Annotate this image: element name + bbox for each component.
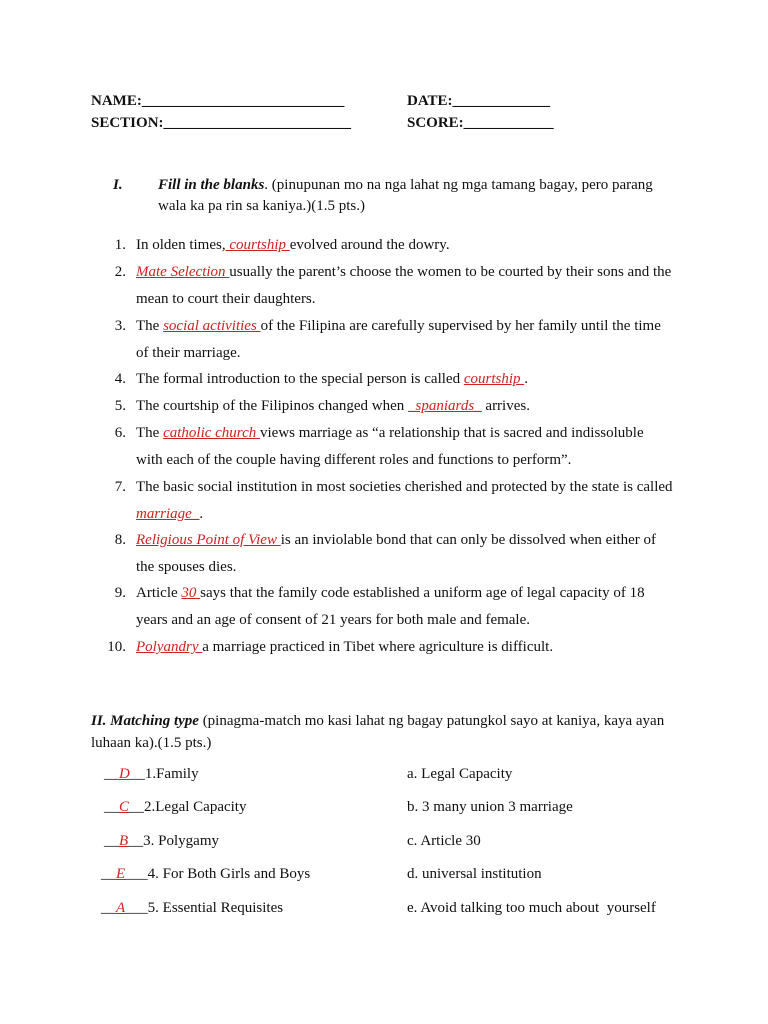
part1-title: Fill in the blanks xyxy=(158,177,265,193)
match-blank: __ xyxy=(101,900,116,916)
item-continuation xyxy=(136,506,203,523)
item-answer: 30 xyxy=(181,585,201,601)
match-answer: D xyxy=(119,766,130,782)
item-answer: Mate Selection xyxy=(136,264,230,280)
item-text xyxy=(136,398,530,415)
item-prefix: The xyxy=(136,425,164,441)
match-right-item: c. Article 30 xyxy=(407,833,481,849)
match-right-item: a. Legal Capacity xyxy=(407,766,513,782)
item-suffix: arrives. xyxy=(481,398,530,414)
match-blank: __ xyxy=(104,833,119,849)
item-number: 10. xyxy=(107,639,126,655)
match-term: ___5. Essential Requisites xyxy=(125,900,284,916)
match-term: __1.Family xyxy=(129,766,199,782)
item-suffix: a marriage practiced in Tibet where agriculture is difficult. xyxy=(202,639,554,655)
match-term: ___4. For Both Girls and Boys xyxy=(125,866,311,882)
match-left-item xyxy=(101,900,283,917)
item-number: 1. xyxy=(114,237,126,253)
match-blank: __ xyxy=(104,766,119,782)
date-field-label: DATE:_____________ xyxy=(407,93,551,109)
item-continuation xyxy=(136,612,530,629)
item-number: 6. xyxy=(114,425,126,441)
item-continuation-text: with each of the couple having different roles and functions to perform”. xyxy=(136,452,572,468)
part2-title: II. Matching type xyxy=(91,713,199,729)
item-text xyxy=(136,639,553,656)
match-blank: __ xyxy=(101,866,116,882)
part1-numeral: I. xyxy=(113,177,123,193)
part2-instruction-line2: luhaan ka).(1.5 pts.) xyxy=(91,735,212,751)
part1-instruction-line1: . (pinupunan mo na nga lahat ng mga tamang bagay, pero parang xyxy=(264,177,653,193)
item-continuation xyxy=(136,345,241,362)
part2-instruction-line1: (pinagma-match mo kasi lahat ng bagay patungkol sayo at kaniya, kaya ayan xyxy=(198,713,665,729)
item-continuation-text: years and an age of consent of 21 years for both male and female. xyxy=(136,612,531,628)
match-left-item xyxy=(104,833,219,850)
item-continuation-text: of their marriage. xyxy=(136,345,241,361)
item-text xyxy=(136,371,528,388)
match-left-item xyxy=(104,766,199,783)
item-suffix: views marriage as “a relationship that is sacred and indissoluble xyxy=(260,425,644,441)
item-answer: _spaniards_ xyxy=(408,398,482,414)
match-left-item xyxy=(101,866,310,883)
match-blank: __ xyxy=(104,799,119,815)
item-continuation xyxy=(136,559,236,576)
match-right-item: d. universal institution xyxy=(407,866,542,882)
item-text xyxy=(136,425,644,442)
item-prefix: The courtship of the Filipinos changed when xyxy=(136,398,409,414)
item-answer: courtship xyxy=(463,371,525,387)
match-answer: B xyxy=(119,833,129,849)
item-text xyxy=(136,264,671,281)
item-prefix: In olden times, xyxy=(136,237,226,253)
item-answer: courtship xyxy=(225,237,290,253)
item-text xyxy=(136,532,656,549)
match-term: __3. Polygamy xyxy=(128,833,220,849)
match-left-item xyxy=(104,799,246,816)
item-answer: Polyandry xyxy=(136,639,203,655)
item-suffix: usually the parent’s choose the women to be courted by their sons and the xyxy=(229,264,672,280)
match-answer: A xyxy=(116,900,126,916)
score-field-label: SCORE:____________ xyxy=(407,115,554,131)
section-field-label: SECTION:_________________________ xyxy=(91,115,352,131)
item-answer: marriage_ xyxy=(136,506,200,522)
item-continuation-text: . xyxy=(199,506,204,522)
item-continuation xyxy=(136,452,571,469)
item-prefix: Article xyxy=(136,585,182,601)
item-suffix: of the Filipina are carefully supervised by her family until the time xyxy=(260,318,661,334)
item-continuation xyxy=(136,291,316,308)
item-prefix: The xyxy=(136,318,164,334)
item-text xyxy=(136,479,673,496)
item-answer: social activities xyxy=(163,318,261,334)
item-suffix: . xyxy=(524,371,528,387)
part1-heading xyxy=(158,177,653,194)
item-answer: catholic church xyxy=(163,425,260,441)
match-answer: E xyxy=(116,866,126,882)
part1-instruction-line2: wala ka pa rin sa kaniya.)(1.5 pts.) xyxy=(158,198,366,214)
item-number: 2. xyxy=(114,264,126,280)
match-right-item: e. Avoid talking too much about yourself xyxy=(407,900,656,916)
item-suffix: evolved around the dowry. xyxy=(289,237,450,253)
match-right-item: b. 3 many union 3 marriage xyxy=(407,799,573,815)
item-suffix: says that the family code established a uniform age of legal capacity of 18 xyxy=(200,585,645,601)
item-answer: Religious Point of View xyxy=(136,532,281,548)
match-term: __2.Legal Capacity xyxy=(129,799,247,815)
item-text xyxy=(136,585,645,602)
item-number: 8. xyxy=(114,532,126,548)
item-suffix: is an inviolable bond that can only be dissolved when either of xyxy=(280,532,657,548)
item-text xyxy=(136,318,661,335)
item-prefix: The basic social institution in most societies cherished and protected by the state is called xyxy=(136,479,673,495)
item-number: 5. xyxy=(114,398,126,414)
match-answer: C xyxy=(119,799,130,815)
item-number: 7. xyxy=(114,479,126,495)
item-number: 4. xyxy=(114,371,126,387)
item-prefix: The formal introduction to the special person is called xyxy=(136,371,464,387)
item-number: 3. xyxy=(114,318,126,334)
item-number: 9. xyxy=(114,585,126,601)
item-continuation-text: the spouses dies. xyxy=(136,559,237,575)
name-field-label: NAME:___________________________ xyxy=(91,93,345,109)
item-continuation-text: mean to court their daughters. xyxy=(136,291,316,307)
part2-heading xyxy=(91,713,664,730)
item-text xyxy=(136,237,450,254)
